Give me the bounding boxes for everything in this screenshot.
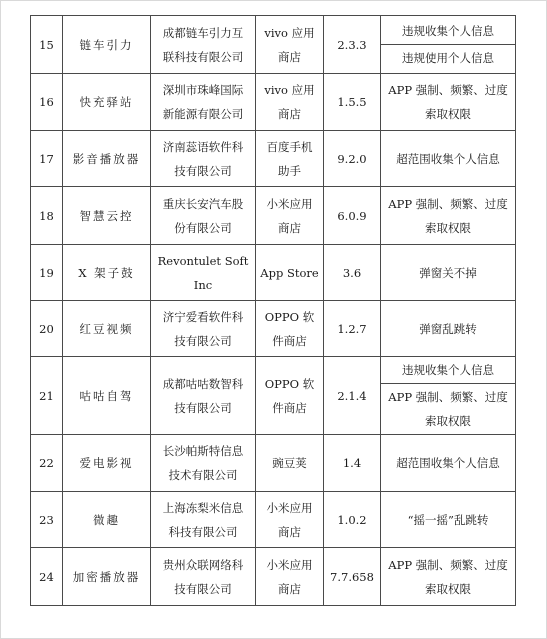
text-line: 技有限公司 xyxy=(174,400,232,415)
text-line: 技有限公司 xyxy=(174,333,232,348)
text-line: OPPO 软 xyxy=(264,376,315,391)
app-name: X 架子鼓 xyxy=(63,245,151,301)
app-name: 影音播放器 xyxy=(63,131,151,187)
text-line: 贵州众联网络科 xyxy=(162,557,244,572)
text-line: 百度手机 xyxy=(266,139,313,154)
issue-cell xyxy=(381,131,516,187)
text-line: 超范围收集个人信息 xyxy=(396,456,500,470)
row-number: 20 xyxy=(31,301,63,357)
issue-item xyxy=(381,383,515,434)
text-line: OPPO 软 xyxy=(264,309,315,324)
text-line: 超范围收集个人信息 xyxy=(396,151,500,166)
issue-cell xyxy=(381,492,516,548)
text-line: 技术有限公司 xyxy=(168,468,238,482)
app-name: 红豆视频 xyxy=(63,301,151,357)
issue-item xyxy=(381,357,515,383)
text-line: APP 强制、频繁、过度 xyxy=(388,557,508,572)
table-row xyxy=(31,357,516,435)
text-line: 新能源有限公司 xyxy=(162,107,244,121)
text-line: 助手 xyxy=(278,163,301,178)
text-line: 小米应用 xyxy=(266,557,313,572)
text-line: 济宁爱看软件科 xyxy=(162,309,244,324)
text-line: 重庆长安汽车股 xyxy=(162,196,244,211)
developer xyxy=(151,74,256,131)
issue-cell xyxy=(381,357,516,435)
text-line: 技有限公司 xyxy=(174,163,232,178)
text-line: 商店 xyxy=(278,49,301,64)
developer xyxy=(151,492,256,548)
text-line: 科技有限公司 xyxy=(168,524,238,539)
table-row xyxy=(31,245,516,301)
table-row xyxy=(31,187,516,245)
text-line: 违规收集个人信息 xyxy=(402,363,494,377)
issue-item xyxy=(381,44,515,71)
issue-item xyxy=(381,18,515,44)
text-line: 成都咕咕数智科 xyxy=(162,376,244,391)
row-number: 21 xyxy=(31,357,63,435)
text-line: vivo 应用 xyxy=(264,25,315,40)
row-number: 22 xyxy=(31,435,63,492)
text-line: 成都链车引力互 xyxy=(162,25,244,40)
app-store xyxy=(256,131,324,187)
app-store xyxy=(256,492,324,548)
table-row xyxy=(31,74,516,131)
app-name: 智慧云控 xyxy=(63,187,151,245)
text-line: APP 强制、频繁、过度 xyxy=(388,196,508,211)
version: 1.5.5 xyxy=(324,74,381,131)
issue-cell xyxy=(381,435,516,492)
text-line: 长沙帕斯特信息 xyxy=(162,444,244,458)
text-line: 索取权限 xyxy=(425,220,471,235)
app-store xyxy=(256,74,324,131)
developer xyxy=(151,187,256,245)
text-line: 联科技有限公司 xyxy=(162,49,244,64)
app-name: 爱电影视 xyxy=(63,435,151,492)
text-line: 索取权限 xyxy=(425,107,471,121)
version: 1.0.2 xyxy=(324,492,381,548)
text-line: 豌豆荚 xyxy=(272,456,307,470)
text-line: 上海冻梨米信息 xyxy=(162,500,244,515)
developer xyxy=(151,16,256,74)
text-line: 深圳市珠峰国际 xyxy=(162,83,244,97)
developer xyxy=(151,245,256,301)
app-violation-table xyxy=(30,15,516,606)
version: 2.3.3 xyxy=(324,16,381,74)
issue-cell xyxy=(381,301,516,357)
text-line: 索取权限 xyxy=(425,581,471,596)
text-line: Revontulet Soft xyxy=(157,253,249,268)
table-row xyxy=(31,16,516,74)
version: 3.6 xyxy=(324,245,381,301)
row-number: 19 xyxy=(31,245,63,301)
app-name: 微趣 xyxy=(63,492,151,548)
table-row xyxy=(31,301,516,357)
version: 1.2.7 xyxy=(324,301,381,357)
row-number: 24 xyxy=(31,548,63,606)
app-store xyxy=(256,16,324,74)
text-line: Inc xyxy=(193,277,213,292)
app-store xyxy=(256,357,324,435)
text-line: 济南蕊语软件科 xyxy=(162,139,244,154)
table-row xyxy=(31,492,516,548)
row-number: 17 xyxy=(31,131,63,187)
issue-cell xyxy=(381,187,516,245)
text-line: 索取权限 xyxy=(425,414,471,428)
text-line: 商店 xyxy=(278,107,301,121)
app-name: 咕咕自驾 xyxy=(63,357,151,435)
row-number: 15 xyxy=(31,16,63,74)
text-line: 技有限公司 xyxy=(174,581,232,596)
row-number: 23 xyxy=(31,492,63,548)
text-line: “摇一摇”乱跳转 xyxy=(407,512,489,527)
issue-cell xyxy=(381,74,516,131)
developer xyxy=(151,301,256,357)
text-line: APP 强制、频繁、过度 xyxy=(388,83,508,97)
text-line: 小米应用 xyxy=(266,196,313,211)
version: 6.0.9 xyxy=(324,187,381,245)
app-name: 加密播放器 xyxy=(63,548,151,606)
version: 9.2.0 xyxy=(324,131,381,187)
version: 2.1.4 xyxy=(324,357,381,435)
version: 7.7.658 xyxy=(324,548,381,606)
developer xyxy=(151,357,256,435)
text-line: vivo 应用 xyxy=(264,83,315,97)
text-line: APP 强制、频繁、过度 xyxy=(388,390,508,404)
text-line: 违规使用个人信息 xyxy=(402,51,494,65)
app-store xyxy=(256,435,324,492)
app-store xyxy=(256,301,324,357)
text-line: 小米应用 xyxy=(266,500,313,515)
issue-cell xyxy=(381,245,516,301)
row-number: 18 xyxy=(31,187,63,245)
developer xyxy=(151,548,256,606)
text-line: 弹窗关不掉 xyxy=(419,265,477,280)
table-row xyxy=(31,548,516,606)
table-row xyxy=(31,435,516,492)
app-store xyxy=(256,548,324,606)
row-number: 16 xyxy=(31,74,63,131)
app-store xyxy=(256,245,324,301)
text-line: App Store xyxy=(260,265,319,280)
developer xyxy=(151,131,256,187)
text-line: 件商店 xyxy=(272,400,307,415)
issue-cell xyxy=(381,548,516,606)
app-store xyxy=(256,187,324,245)
text-line: 弹窗乱跳转 xyxy=(419,321,477,336)
issue-cell xyxy=(381,16,516,74)
text-line: 份有限公司 xyxy=(174,220,232,235)
text-line: 商店 xyxy=(278,524,301,539)
app-name: 快充驿站 xyxy=(63,74,151,131)
text-line: 商店 xyxy=(278,581,301,596)
version: 1.4 xyxy=(324,435,381,492)
developer xyxy=(151,435,256,492)
table-row xyxy=(31,131,516,187)
text-line: 违规收集个人信息 xyxy=(402,24,494,38)
text-line: 件商店 xyxy=(272,333,307,348)
app-name: 链车引力 xyxy=(63,16,151,74)
text-line: 商店 xyxy=(278,220,301,235)
